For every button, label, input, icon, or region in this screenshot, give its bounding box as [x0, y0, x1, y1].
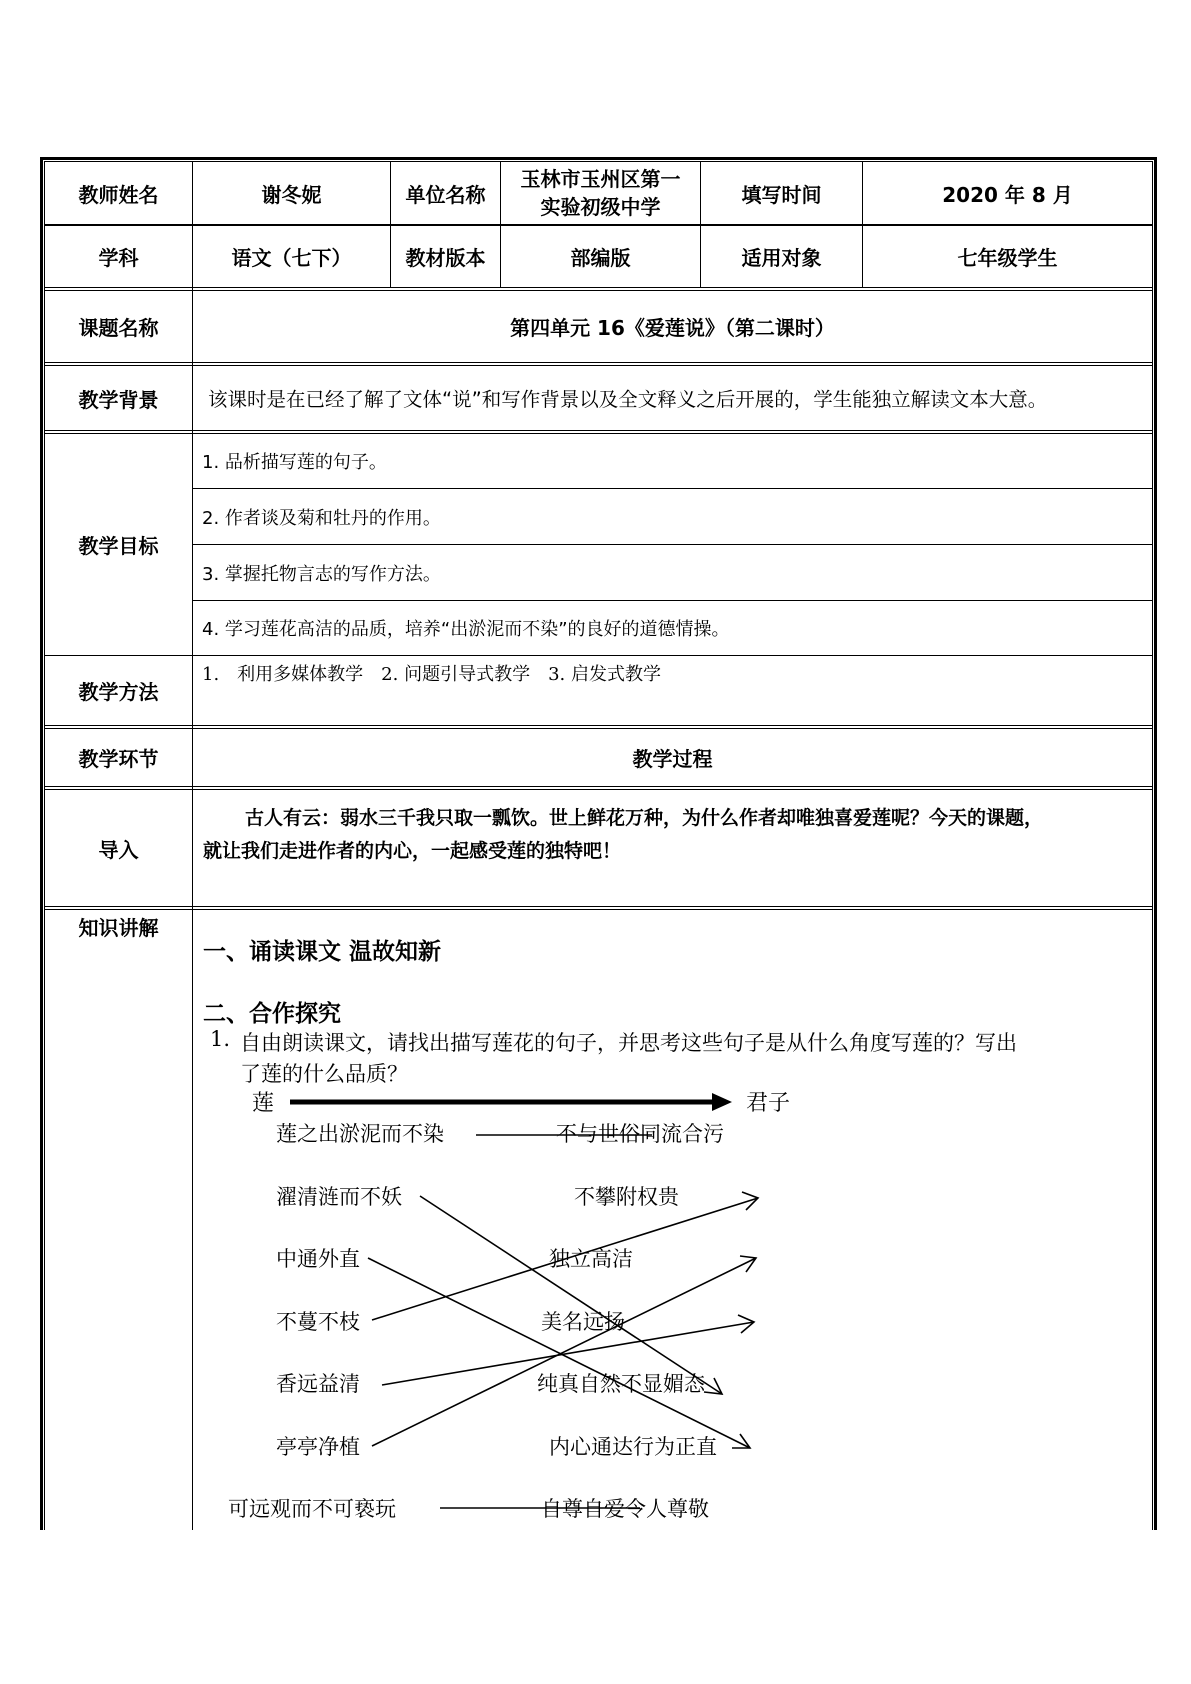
question-line2: 了莲的什么品质？: [240, 1062, 408, 1086]
right-item: 自尊自爱令人尊敬: [541, 1497, 709, 1521]
unit-label: 单位名称: [405, 182, 486, 207]
topic-value: 第四单元 16《爱莲说》（第二课时）: [510, 316, 835, 340]
time-value: 2020 年 8 月: [942, 182, 1073, 207]
question-line1: 自由朗读课文，请找出描写莲花的句子，并思考这些句子是从什么角度写莲的？写出: [240, 1031, 1017, 1055]
background-text: 该课时是在已经了解了文体“说”和写作背景以及全文释义之后开展的，学生能独立解读文本大意。: [208, 388, 1048, 411]
edition-label: 教材版本: [405, 246, 486, 270]
audience-value: 七年级学生: [957, 246, 1058, 270]
connector-line: [372, 1198, 758, 1320]
background-label: 教学背景: [78, 387, 159, 412]
time-label: 填写时间: [741, 182, 822, 207]
intro-label: 导入: [98, 837, 139, 862]
subject-label: 学科: [98, 246, 139, 270]
goals-label: 教学目标: [78, 534, 159, 558]
right-item: 独立高洁: [549, 1247, 633, 1271]
question-number: 1.: [210, 1027, 231, 1051]
goal-item: 1. 品析描写莲的句子。: [202, 452, 387, 473]
right-item: 纯真自然不显媚态: [537, 1372, 705, 1396]
main-arrow: [290, 1093, 732, 1111]
teacher-value: 谢冬妮: [261, 182, 322, 207]
connector-line: [420, 1196, 722, 1394]
connector-line: [372, 1258, 756, 1446]
left-item: 中通外直: [276, 1247, 360, 1271]
method-text: 1. 利用多媒体教学 2. 问题引导式教学 3. 启发式教学: [202, 664, 661, 685]
left-item: 香远益清: [276, 1372, 360, 1396]
stage-label: 教学环节: [78, 747, 159, 771]
teacher-label: 教师姓名: [78, 182, 159, 207]
left-item: 濯清涟而不妖: [276, 1185, 402, 1209]
goal-item: 3. 掌握托物言志的写作方法。: [202, 563, 441, 585]
subject-value: 语文（七下）: [231, 246, 352, 270]
right-item: 内心通达行为正直: [549, 1435, 717, 1459]
diagram-lotus: 莲: [252, 1091, 275, 1116]
unit-value-line1: 玉林市玉州区第一: [520, 167, 681, 191]
knowledge-heading2: 二、合作探究: [203, 1001, 341, 1027]
left-item: 不蔓不枝: [276, 1310, 360, 1334]
topic-label: 课题名称: [78, 316, 159, 340]
left-item: 可远观而不可亵玩: [228, 1497, 396, 1521]
goal-item: 4. 学习莲花高洁的品质，培养“出淤泥而不染”的良好的道德情操。: [202, 619, 730, 640]
audience-label: 适用对象: [741, 246, 822, 270]
unit-value-line2: 实验初级中学: [540, 195, 661, 219]
intro-line1: 古人有云：弱水三千我只取一瓢饮。世上鲜花万种，为什么作者却唯独喜爱莲呢？今天的课题，: [245, 807, 1044, 829]
left-item: 亭亭净植: [276, 1435, 360, 1459]
right-item: 不攀附权贵: [574, 1185, 679, 1209]
knowledge-label: 知识讲解: [78, 916, 159, 940]
right-item: 美名远扬: [541, 1310, 625, 1334]
edition-value: 部编版: [570, 246, 631, 270]
stage-value: 教学过程: [632, 747, 713, 771]
goal-item: 2. 作者谈及菊和牡丹的作用。: [202, 507, 441, 529]
intro-line2: 就让我们走进作者的内心，一起感受莲的独特吧！: [203, 840, 622, 862]
right-item: 不与世俗同流合污: [556, 1122, 724, 1146]
knowledge-heading1: 一、诵读课文 温故知新: [203, 939, 442, 965]
diagram-junzi: 君子: [746, 1091, 791, 1116]
method-label: 教学方法: [78, 680, 159, 704]
left-item: 莲之出淤泥而不染: [276, 1122, 444, 1146]
